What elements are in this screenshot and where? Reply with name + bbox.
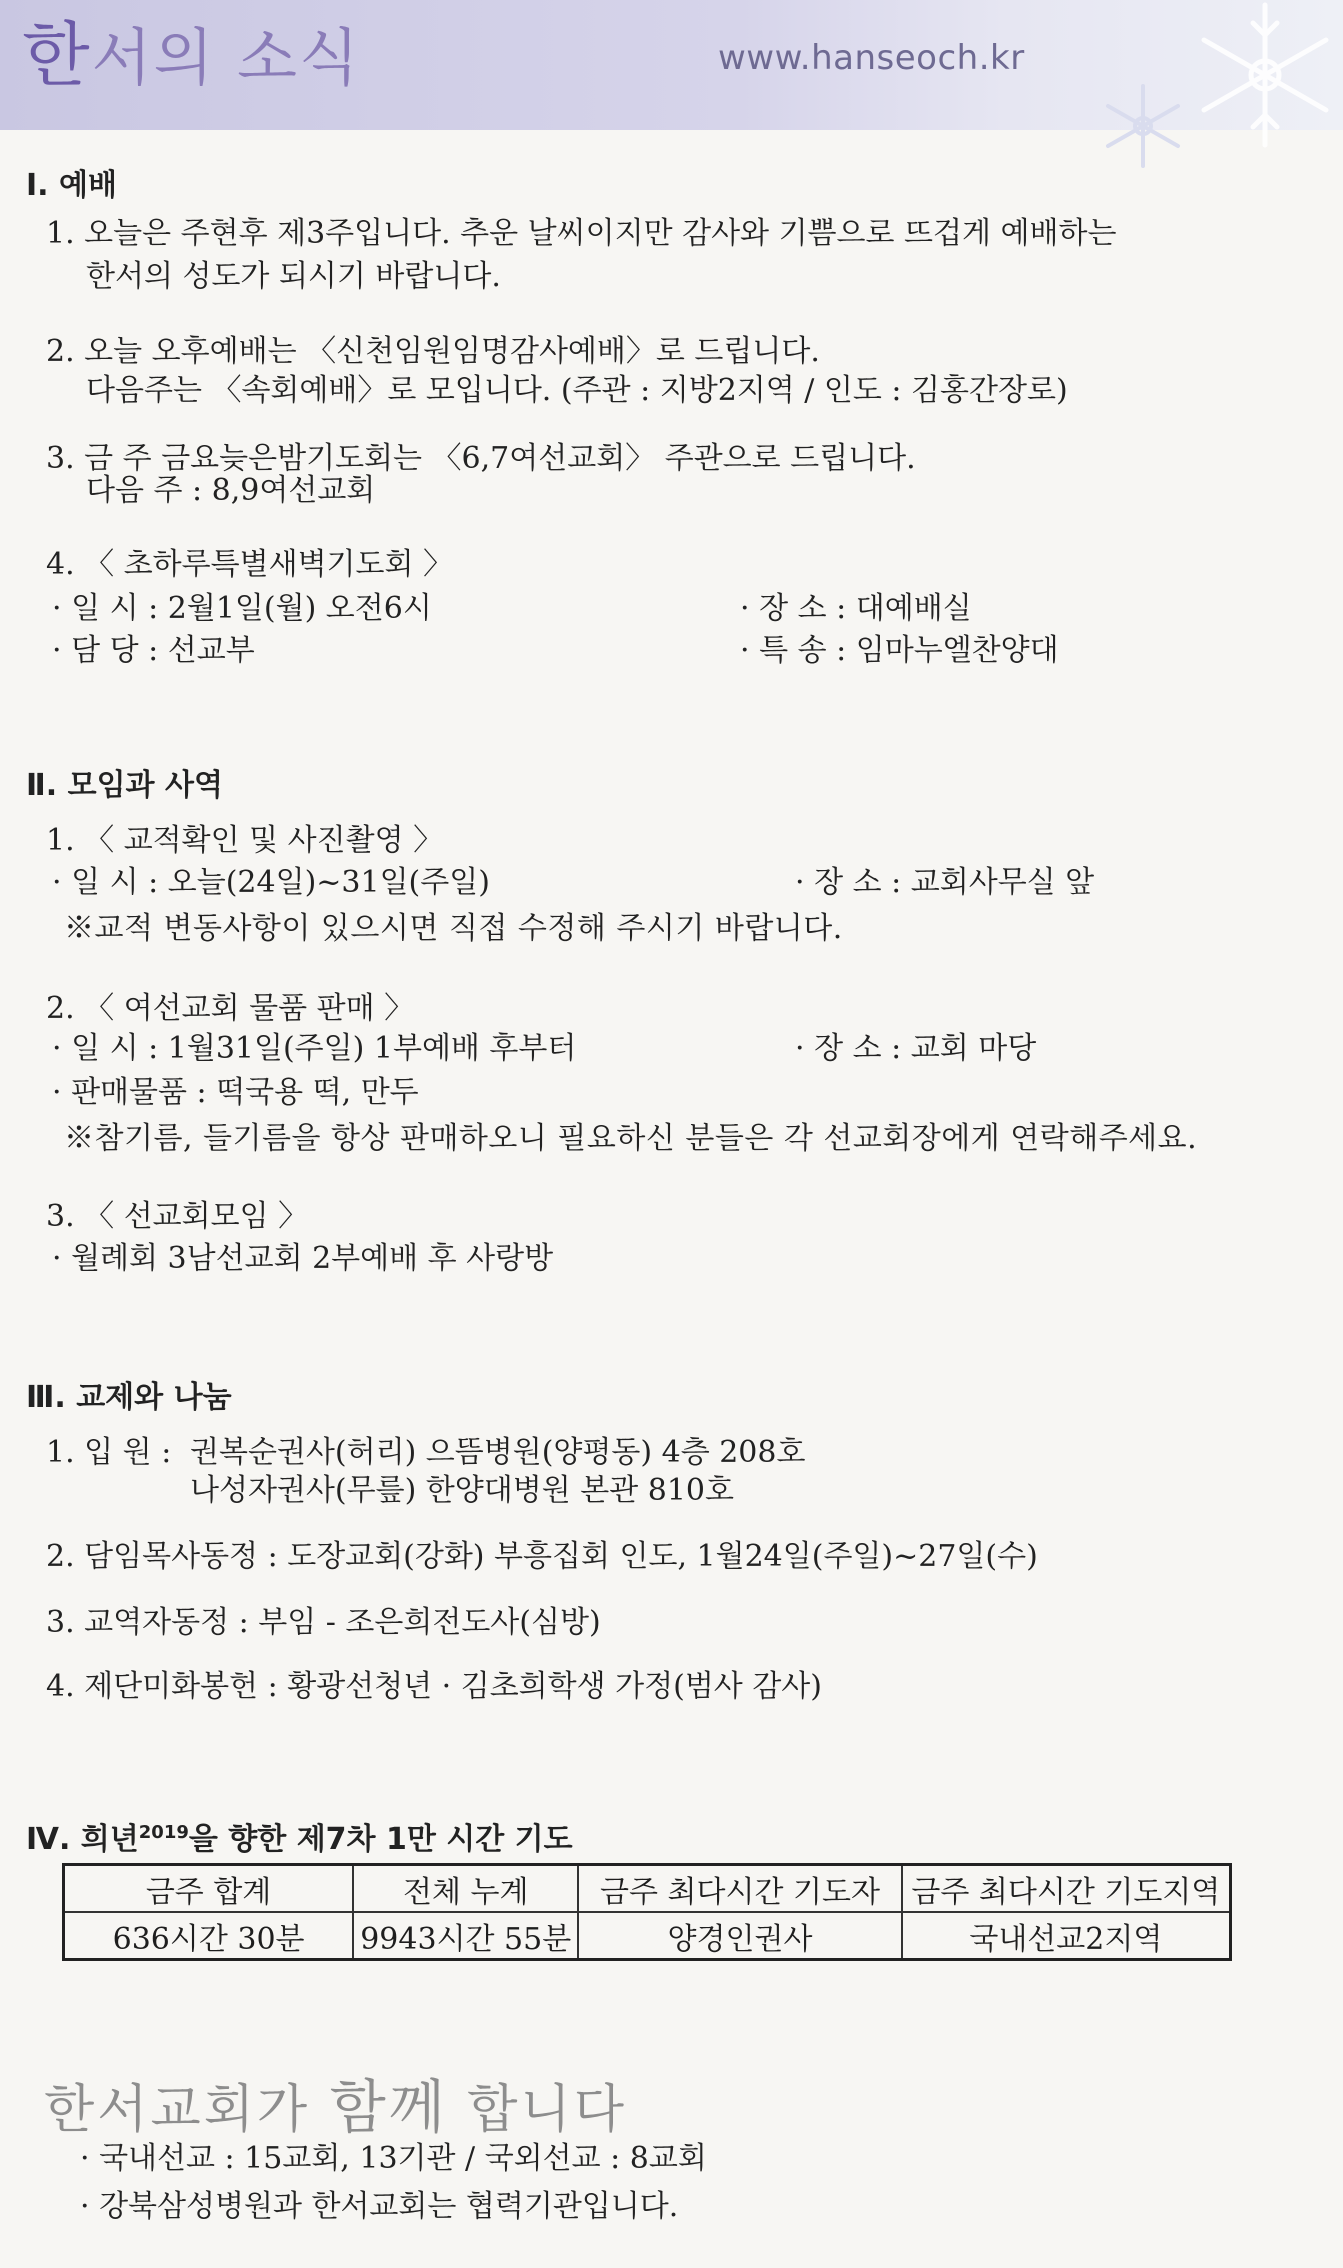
- dawn-prayer-special-song: · 특 송 : 임마누엘찬양대: [740, 633, 1059, 668]
- website-url: www.hanseoch.kr: [718, 38, 1025, 78]
- prayer-title-sup: 2019: [138, 1822, 189, 1843]
- dawn-prayer-place: · 장 소 : 대예배실: [740, 591, 972, 626]
- footer-title-b: 함께: [329, 2073, 448, 2141]
- hospital-entry-2: 나성자권사(무릎) 한양대병원 본관 810호: [190, 1473, 734, 1508]
- table-cell: 9943시간 55분: [353, 1912, 578, 1960]
- table-header-cell: 금주 최다시간 기도지역: [902, 1865, 1231, 1913]
- sale-heading: 2. 〈 여선교회 물품 판매 〉: [46, 991, 415, 1026]
- dawn-prayer-heading: 4. 〈 초하루특별새벽기도회 〉: [46, 547, 454, 582]
- footer-title: [44, 2060, 627, 2144]
- membership-check-heading: 1. 〈 교적확인 및 사진촬영 〉: [46, 823, 444, 858]
- prayer-title-post: 을 향한 제7차 1만 시간 기도: [188, 1822, 573, 1857]
- table-header-cell: 금주 최다시간 기도자: [578, 1865, 901, 1913]
- table-header-cell: 금주 합계: [64, 1865, 354, 1913]
- page-title: [22, 14, 361, 96]
- section-worship-title: Ⅰ. 예배: [26, 168, 117, 203]
- worship-item-3-line-2: 다음 주 : 8,9여선교회: [86, 473, 376, 508]
- table-header-row: [64, 1865, 1231, 1913]
- table-cell: 636시간 30분: [64, 1912, 354, 1960]
- page-title-rest: 서의 소식: [91, 21, 361, 94]
- worship-item-2-line-1: 2. 오늘 오후예배는 〈신천임원임명감사예배〉로 드립니다.: [46, 334, 820, 369]
- staff-activity: 3. 교역자동정 : 부임 - 조은희전도사(심방): [46, 1605, 601, 1640]
- table-cell: 국내선교2지역: [902, 1912, 1231, 1960]
- membership-check-note: ※교적 변동사항이 있으시면 직접 수정해 주시기 바랍니다.: [64, 911, 843, 946]
- pastor-activity: 2. 담임목사동정 : 도장교회(강화) 부흥집회 인도, 1월24일(주일)~27일(수): [46, 1539, 1038, 1574]
- footer-title-a: 한서교회가: [44, 2080, 330, 2140]
- membership-check-place: · 장 소 : 교회사무실 앞: [795, 865, 1095, 900]
- footer-partner-line: · 강북삼성병원과 한서교회는 협력기관입니다.: [80, 2189, 679, 2224]
- sale-goods: · 판매물품 : 떡국용 떡, 만두: [52, 1075, 419, 1110]
- section-fellowship-title: Ⅲ. 교제와 나눔: [26, 1380, 232, 1415]
- footer-mission-line: · 국내선교 : 15교회, 13기관 / 국외선교 : 8교회: [80, 2141, 707, 2176]
- page-title-first: 한: [22, 14, 92, 96]
- table-cell: 양경인권사: [578, 1912, 901, 1960]
- footer-title-c: 합니다: [447, 2080, 627, 2140]
- dawn-prayer-date: · 일 시 : 2월1일(월) 오전6시: [52, 591, 432, 626]
- hospital-entry-1: 권복순권사(허리) 으뜸병원(양평동) 4층 208호: [190, 1435, 806, 1470]
- hospital-label: 1. 입 원 :: [46, 1435, 172, 1470]
- dawn-prayer-charge: · 담 당 : 선교부: [52, 633, 255, 668]
- worship-item-1-line-1: 1. 오늘은 주현후 제3주입니다. 추운 날씨이지만 감사와 기쁨으로 뜨겁게 예배하는: [46, 216, 1117, 251]
- sale-date: · 일 시 : 1월31일(주일) 1부예배 후부터: [52, 1031, 577, 1066]
- sale-place: · 장 소 : 교회 마당: [795, 1031, 1037, 1066]
- prayer-title-pre: Ⅳ. 희년: [26, 1822, 139, 1857]
- prayer-stats-table: [62, 1863, 1232, 1961]
- section-prayer-title: [26, 1814, 573, 1858]
- table-row: [64, 1912, 1231, 1960]
- sale-note: ※참기름, 들기름을 항상 판매하오니 필요하신 분들은 각 선교회장에게 연락해주세요.: [64, 1121, 1198, 1156]
- table-header-cell: 전체 누계: [353, 1865, 578, 1913]
- membership-check-date: · 일 시 : 오늘(24일)~31일(주일): [52, 865, 490, 900]
- altar-flowers: 4. 제단미화봉헌 : 황광선청년 · 김초희학생 가정(범사 감사): [46, 1669, 822, 1704]
- worship-item-2-line-2: 다음주는 〈속회예배〉로 모입니다. (주관 : 지방2지역 / 인도 : 김홍간장로): [86, 373, 1068, 408]
- section-meetings-title: Ⅱ. 모임과 사역: [26, 768, 223, 803]
- mission-meeting-heading: 3. 〈 선교회모임 〉: [46, 1199, 309, 1234]
- worship-item-1-line-2: 한서의 성도가 되시기 바랍니다.: [86, 259, 501, 294]
- mission-meeting-detail: · 월례회 3남선교회 2부예배 후 사랑방: [52, 1241, 554, 1276]
- worship-item-3-line-1: 3. 금 주 금요늦은밤기도회는 〈6,7여선교회〉 주관으로 드립니다.: [46, 441, 916, 476]
- snowflake-decoration-small: [1088, 78, 1198, 173]
